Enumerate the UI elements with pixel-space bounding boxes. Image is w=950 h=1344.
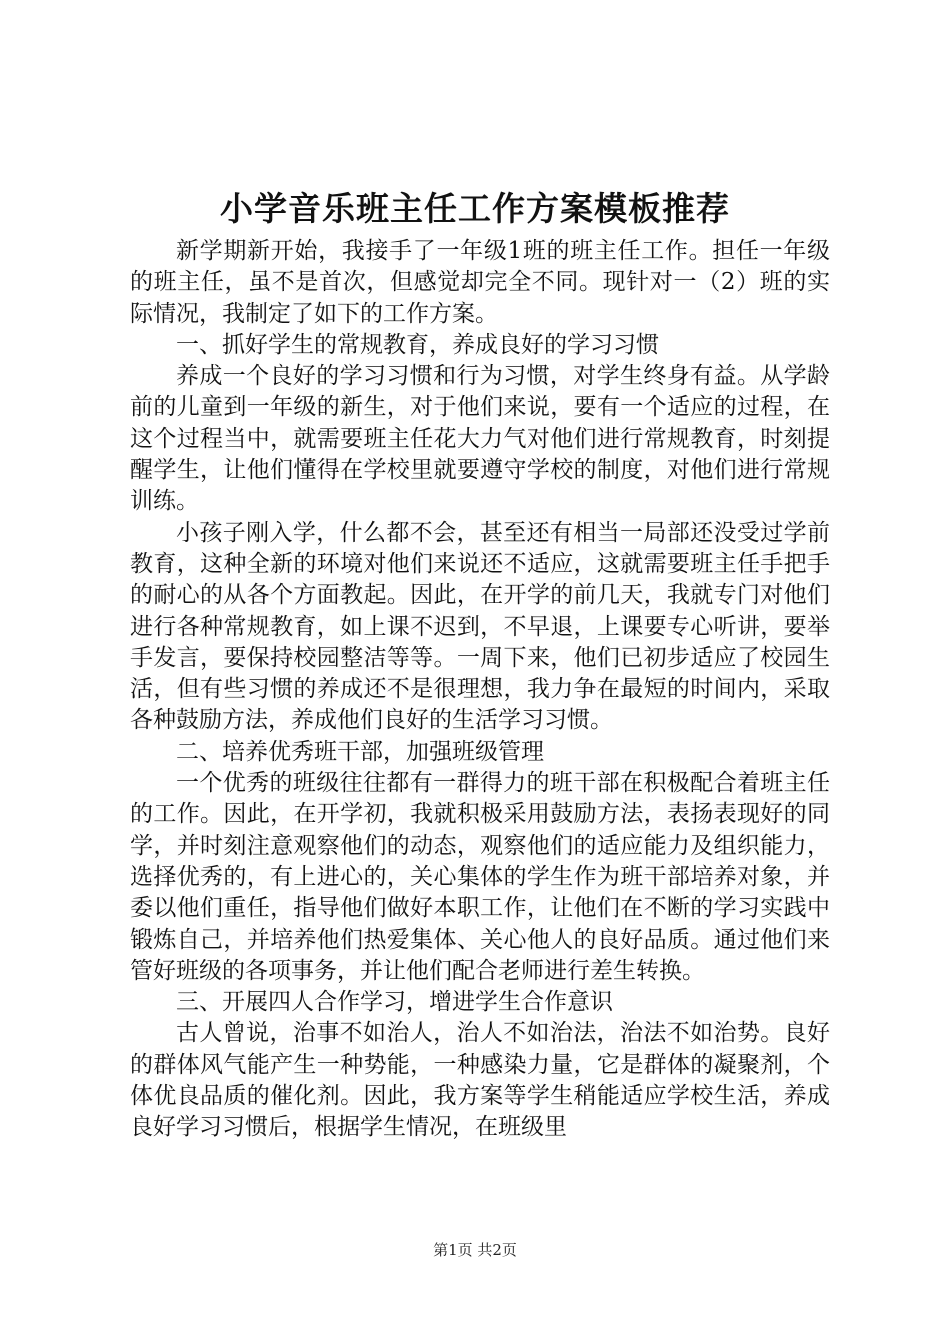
- paragraph-intro: 新学期新开始，我接手了一年级1班的班主任工作。担任一年级的班主任，虽不是首次，但感觉却完全不同。现针对一（2）班的实际情况，我制定了如下的工作方案。: [130, 238, 830, 327]
- paragraph-section2: 一个优秀的班级往往都有一群得力的班干部在积极配合着班主任的工作。因此，在开学初，我就积极采用鼓励方法，表扬表现好的同学，并时刻注意观察他们的动态，观察他们的适应能力及组织能力，选择优秀的，有上进心的，关心集体的学生作为班干部培养对象，并委以他们重任，指导他们做好本职工作，让他们在不断的学习实践中锻炼自己，并培养他们热爱集体、关心他人的良好品质。通过他们来管好班级的各项事务，并让他们配合老师进行差生转换。: [130, 770, 830, 984]
- paragraph-section3: 古人曾说，治事不如治人，治人不如治法，治法不如治势。良好的群体风气能产生一种势能，一种感染力量，它是群体的凝聚剂，个体优良品质的催化剂。因此，我方案等学生稍能适应学校生活，养成良好学习习惯后，根据学生情况，在班级里: [130, 1020, 830, 1141]
- document-title: 小学音乐班主任工作方案模板推荐: [220, 189, 730, 228]
- section-heading-3: 三、开展四人合作学习，增进学生合作意识: [176, 989, 613, 1016]
- paragraph-section1-a: 养成一个良好的学习习惯和行为习惯，对学生终身有益。从学龄前的儿童到一年级的新生，对于他们来说，要有一个适应的过程，在这个过程当中，就需要班主任花大力气对他们进行常规教育，时刻提醒学生，让他们懂得在学校里就要遵守学校的制度，对他们进行常规训练。: [130, 363, 830, 515]
- document-body: [130, 236, 830, 1144]
- section-heading-2: 二、培养优秀班干部，加强班级管理: [176, 738, 544, 765]
- section-heading-1: 一、抓好学生的常规教育，养成良好的学习习惯: [176, 331, 659, 358]
- page-footer: 第1页 共2页: [433, 1241, 517, 1259]
- paragraph-section1-b: 小孩子刚入学，什么都不会，甚至还有相当一局部还没受过学前教育，这种全新的环境对他们来说还不适应，这就需要班主任手把手的耐心的从各个方面教起。因此，在开学的前几天，我就专门对他们进行各种常规教育，如上课不迟到，不早退，上课要专心听讲，要举手发言，要保持校园整洁等等。一周下来，他们已初步适应了校园生活，但有些习惯的养成还不是很理想，我力争在最短的时间内，采取各种鼓励方法，养成他们良好的生活学习习惯。: [130, 519, 830, 734]
